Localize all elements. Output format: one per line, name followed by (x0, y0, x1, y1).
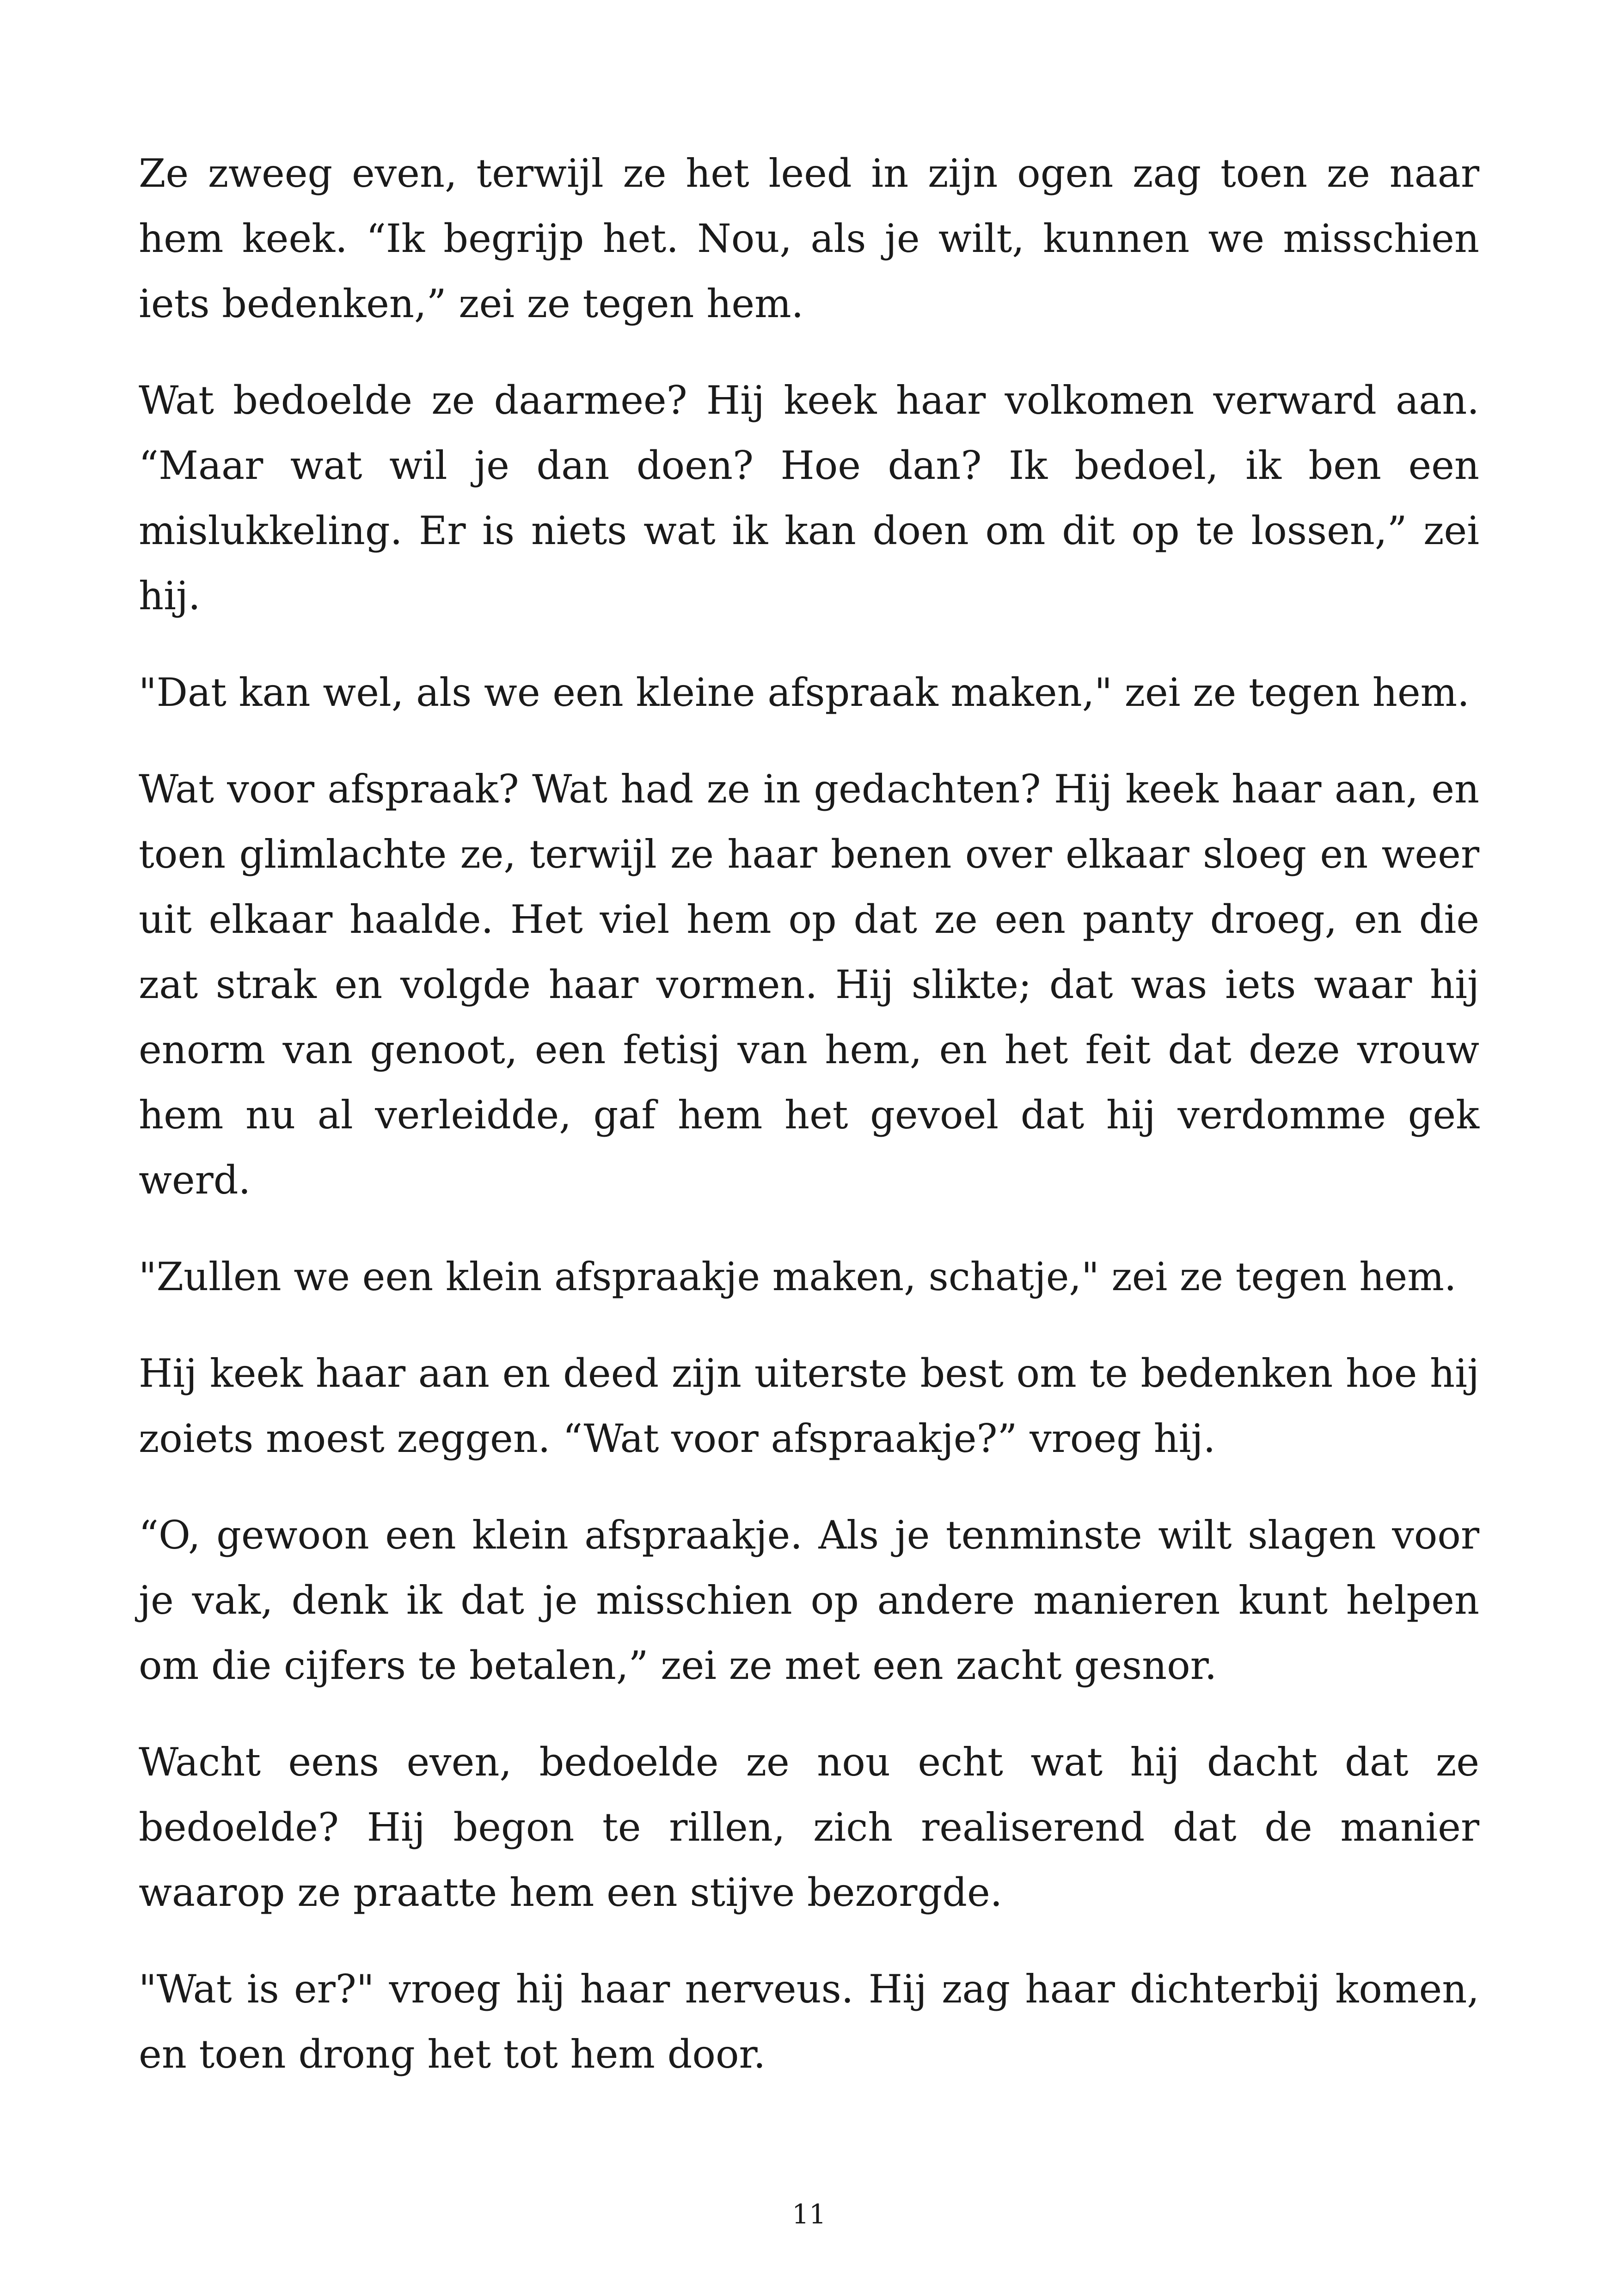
paragraph: “O, gewoon een klein afspraakje. Als je tenminste wilt slagen voor je vak, denk ik dat je misschien op andere manieren kunt helpen om die cijfers te betalen,” zei ze met een zacht gesnor. (139, 1512, 1479, 1688)
paragraph: "Wat is er?" vroeg hij haar nerveus. Hij zag haar dichterbij komen, en toen drong het tot hem door. (139, 1966, 1479, 2077)
paragraph: Wacht eens even, bedoelde ze nou echt wat hij dacht dat ze bedoelde? Hij begon te rillen, zich realiserend dat de manier waarop ze praatte hem een stijve bezorgde. (139, 1739, 1479, 1915)
paragraph: "Zullen we een klein afspraakje maken, schatje," zei ze tegen hem. (139, 1254, 1457, 1299)
body-text (139, 141, 1479, 2118)
paragraph: Wat bedoelde ze daarmee? Hij keek haar volkomen verward aan. “Maar wat wil je dan doen? Hoe dan? Ik bedoel, ik ben een mislukkeling. Er is niets wat ik kan doen om dit op te lossen,” zei hij. (139, 378, 1479, 618)
paragraph: Hij keek haar aan en deed zijn uiterste best om te bedenken hoe hij zoiets moest zeggen. “Wat voor afspraakje?” vroeg hij. (139, 1351, 1479, 1461)
page-number: 11 (792, 2198, 826, 2230)
paragraph: Ze zweeg even, terwijl ze het leed in zijn ogen zag toen ze naar hem keek. “Ik begrijp het. Nou, als je wilt, kunnen we misschien iets bedenken,” zei ze tegen hem. (139, 151, 1479, 326)
paragraph: "Dat kan wel, als we een kleine afspraak maken," zei ze tegen hem. (139, 670, 1470, 715)
paragraph: Wat voor afspraak? Wat had ze in gedachten? Hij keek haar aan, en toen glimlachte ze, terwijl ze haar benen over elkaar sloeg en weer uit elkaar haalde. Het viel hem op dat ze een panty droeg, en die zat strak en volgde haar vormen. Hij slikte; dat was iets waar hij enorm van genoot, een fetisj van hem, en het feit dat deze vrouw hem nu al verleidde, gaf hem het gevoel dat hij verdomme gek werd. (139, 766, 1479, 1203)
